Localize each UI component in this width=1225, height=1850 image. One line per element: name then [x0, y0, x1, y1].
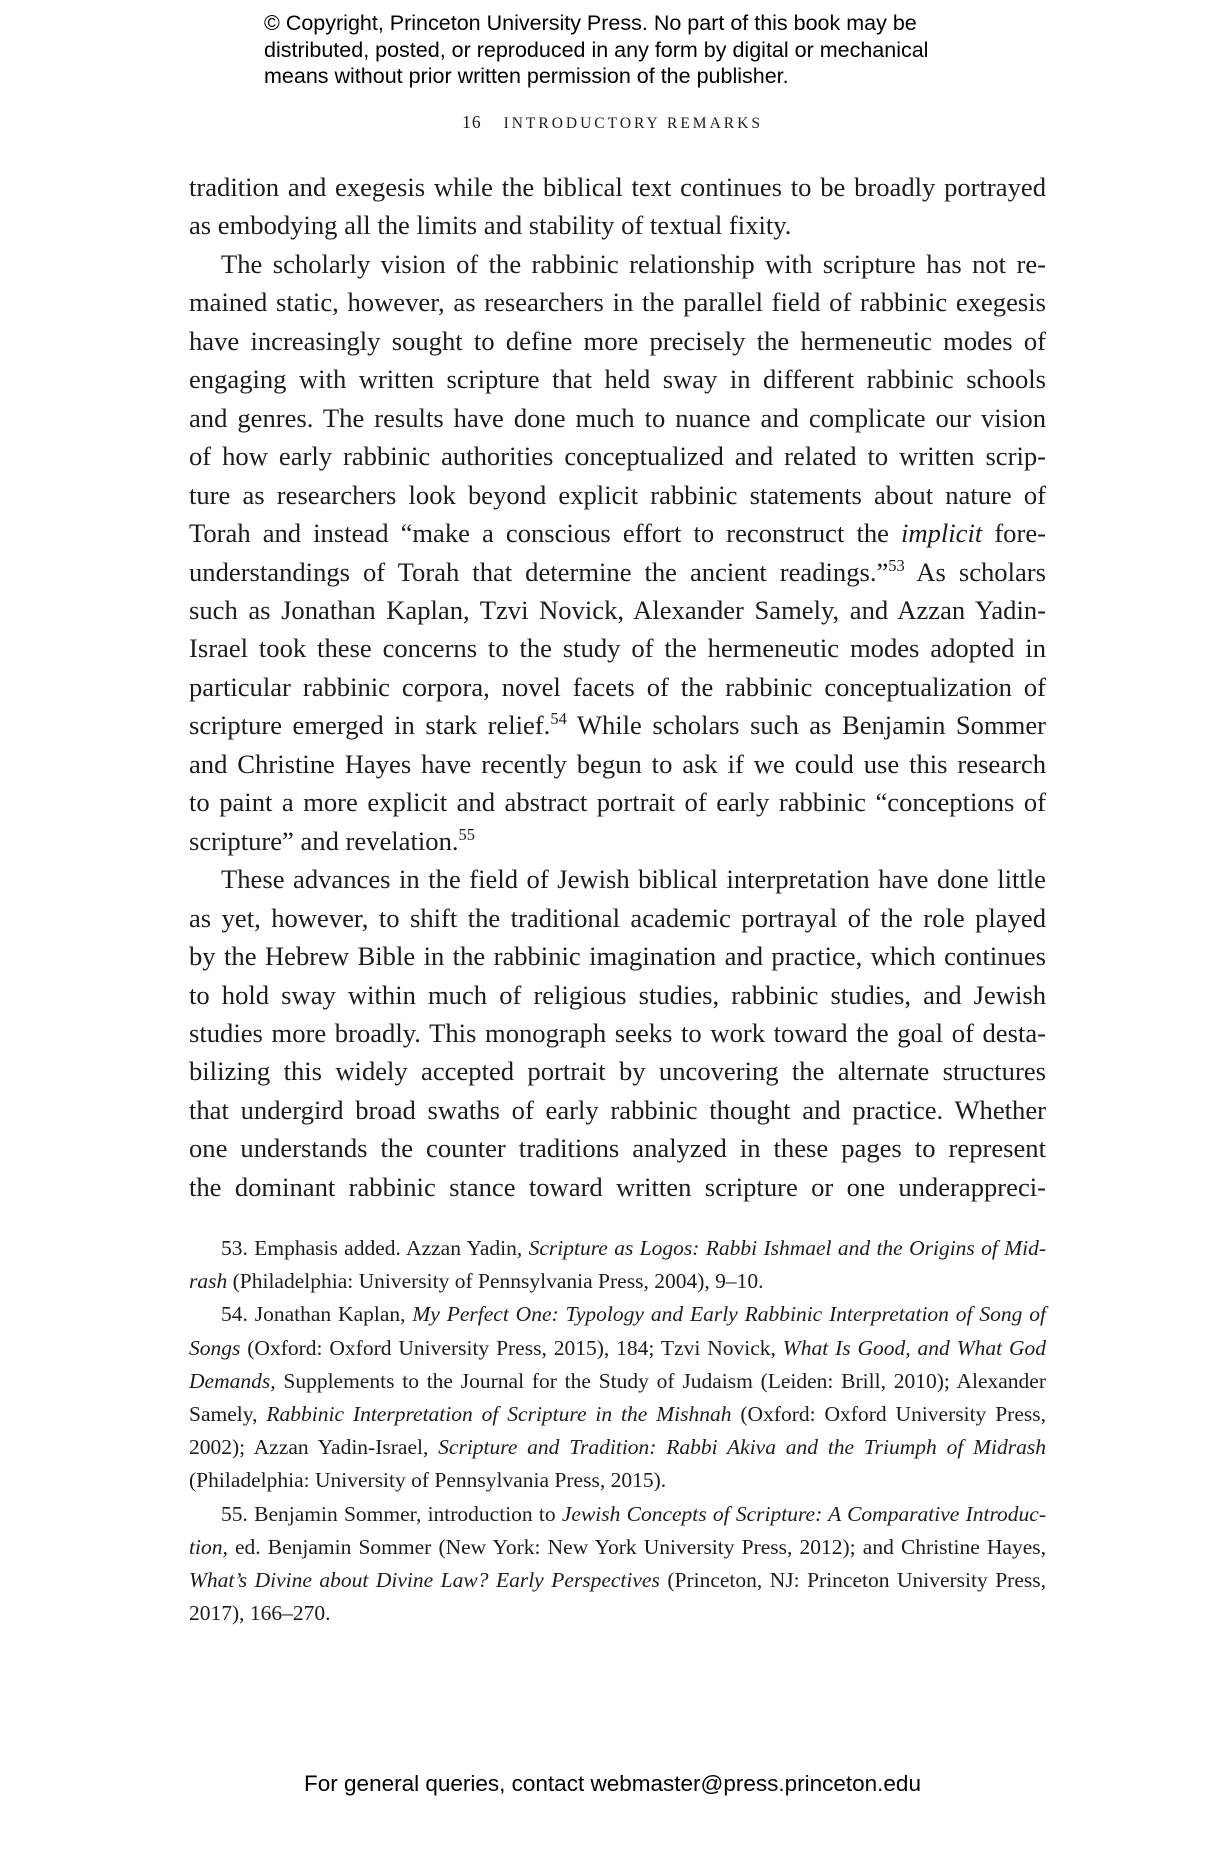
footnote-line	[189, 1498, 1046, 1531]
text-line	[189, 706, 1046, 744]
footnote-line	[189, 1564, 1046, 1597]
text-line: ture as researchers look beyond explicit rabbinic statements about nature of	[189, 479, 1046, 510]
text-run: understandings of Torah that determine the ancient readings.”	[189, 556, 889, 587]
text-run: As scholars	[904, 556, 1046, 587]
text-line: These advances in the field of Jewish biblical interpretation have done little	[221, 864, 1046, 895]
italic-text: tion,	[189, 1534, 228, 1559]
text-line: studies more broadly. This monograph seeks to work toward the goal of desta-	[189, 1017, 1046, 1048]
paragraph	[189, 860, 1046, 1206]
footnote-line	[189, 1365, 1046, 1398]
text-run: Torah and instead “make a conscious effort to reconstruct the	[189, 518, 901, 549]
page-number: 16	[462, 112, 482, 132]
footnote-54	[189, 1298, 1046, 1497]
footnotes	[189, 1232, 1046, 1630]
footnote-line	[189, 1398, 1046, 1431]
text-run: Samely,	[189, 1402, 267, 1427]
text-line: one understands the counter traditions analyzed in these pages to represent	[189, 1133, 1046, 1164]
text-run: While scholars such as Benjamin Sommer	[566, 710, 1047, 741]
text-run: (Oxford: Oxford University Press,	[731, 1402, 1046, 1427]
text-run: ed. Benjamin Sommer (New York: New York University Press, 2012); and Christine Hayes,	[227, 1534, 1046, 1559]
footnote-line	[189, 1232, 1046, 1265]
text-run: 55. Benjamin Sommer, introduction to	[221, 1501, 562, 1526]
paragraph	[189, 168, 1046, 245]
footnote-line: 2017), 166–270.	[189, 1601, 331, 1626]
italic-text: Songs	[189, 1335, 241, 1360]
text-line: mained static, however, as researchers in the parallel field of rabbinic exegesis	[189, 287, 1046, 318]
footnote-line	[189, 1531, 1046, 1564]
text-line: the dominant rabbinic stance toward written scripture or one underappreci-	[189, 1171, 1046, 1202]
text-line: of how early rabbinic authorities conceptualized and related to written scrip-	[189, 441, 1046, 472]
italic-text: rash	[189, 1269, 228, 1294]
chapter-title: INTRODUCTORY REMARKS	[503, 115, 763, 132]
text-line: as yet, however, to shift the traditional academic portrayal of the role played	[189, 902, 1046, 933]
italic-text: Rabbinic Interpretation of Scripture in the Mishnah	[266, 1402, 732, 1427]
footnote-line	[189, 1431, 1046, 1464]
text-line: The scholarly vision of the rabbinic relationship with scripture has not re-	[221, 248, 1046, 279]
text-run: (Oxford: Oxford University Press, 2015), 184; Tzvi Novick,	[240, 1335, 783, 1360]
text-line	[189, 822, 1046, 860]
text-run: scripture emerged in stark relief.	[189, 710, 551, 741]
italic-text: implicit	[901, 518, 983, 549]
footnote-line: (Philadelphia: University of Pennsylvania Press, 2015).	[189, 1468, 667, 1493]
footnote-line	[189, 1298, 1046, 1331]
text-run: 54. Jonathan Kaplan,	[221, 1302, 413, 1327]
text-line: and Christine Hayes have recently begun to ask if we could use this research	[189, 748, 1046, 779]
text-run: (Princeton, NJ: Princeton University Press,	[659, 1568, 1046, 1593]
text-line: such as Jonathan Kaplan, Tzvi Novick, Alexander Samely, and Azzan Yadin-	[189, 594, 1046, 625]
text-line: particular rabbinic corpora, novel facets of the rabbinic conceptualization of	[189, 671, 1046, 702]
paragraph	[189, 245, 1046, 860]
italic-text: My Perfect One: Typology and Early Rabbinic Interpretation of Song of	[412, 1302, 1046, 1327]
italic-text: Scripture as Logos: Rabbi Ishmael and the Origins of Mid-	[528, 1236, 1046, 1260]
italic-text: What Is Good, and What God	[782, 1335, 1046, 1360]
footnote-53	[189, 1232, 1046, 1298]
text-line: by the Hebrew Bible in the rabbinic imagination and practice, which continues	[189, 941, 1046, 972]
text-run: fore-	[982, 518, 1046, 549]
footnote-line	[189, 1332, 1046, 1365]
footnote-line	[189, 1265, 1046, 1298]
text-line: have increasingly sought to define more precisely the hermeneutic modes of	[189, 325, 1046, 356]
italic-text: Jewish Concepts of Scripture: A Comparative Introduc-	[561, 1501, 1046, 1526]
text-line	[189, 553, 1046, 591]
text-run: Supplements to the Journal for the Study of Judaism (Leiden: Brill, 2010); Alexander	[275, 1368, 1046, 1393]
copyright-line: © Copyright, Princeton University Press. No part of this book may be	[264, 11, 917, 35]
text-line: that undergird broad swaths of early rabbinic thought and practice. Whether	[189, 1094, 1046, 1125]
text-line: to hold sway within much of religious studies, rabbinic studies, and Jewish	[189, 979, 1046, 1010]
text-line: tradition and exegesis while the biblical text continues to be broadly portrayed	[189, 172, 1046, 202]
copyright-line: means without prior written permission of the publisher.	[264, 64, 789, 88]
body-text	[189, 168, 1046, 1206]
text-line: bilizing this widely accepted portrait by uncovering the alternate structures	[189, 1056, 1046, 1087]
footnote-55	[189, 1498, 1046, 1631]
text-line: Israel took these concerns to the study of the hermeneutic modes adopted in	[189, 633, 1046, 664]
text-line: and genres. The results have done much to nuance and complicate our vision	[189, 402, 1046, 433]
running-head	[0, 112, 1225, 133]
footnote-ref-55[interactable]: 55	[458, 824, 475, 844]
footnote-ref-54[interactable]: 54	[550, 709, 567, 729]
italic-text: What’s Divine about Divine Law? Early Perspectives	[189, 1568, 660, 1593]
text-line	[189, 514, 1046, 552]
copyright-line: distributed, posted, or reproduced in any form by digital or mechanical	[264, 37, 929, 62]
text-run: (Philadelphia: University of Pennsylvania Press, 2004), 9–10.	[227, 1269, 764, 1294]
text-line: to paint a more explicit and abstract portrait of early rabbinic “conceptions of	[189, 787, 1046, 818]
copyright-notice	[264, 10, 1024, 90]
text-run: 2002); Azzan Yadin-Israel,	[189, 1435, 439, 1460]
italic-text: Demands,	[189, 1368, 276, 1393]
text-line: as embodying all the limits and stability of textual fixity.	[189, 210, 792, 241]
text-run: 53. Emphasis added. Azzan Yadin,	[221, 1236, 529, 1260]
text-run: scripture” and revelation.	[189, 825, 459, 856]
footer-contact: For general queries, contact webmaster@press.princeton.edu	[304, 1771, 921, 1796]
text-line: engaging with written scripture that held sway in different rabbinic schools	[189, 364, 1046, 395]
footnote-ref-53[interactable]: 53	[888, 555, 905, 575]
italic-text: Scripture and Tradition: Rabbi Akiva and the Triumph of Midrash	[438, 1435, 1047, 1460]
